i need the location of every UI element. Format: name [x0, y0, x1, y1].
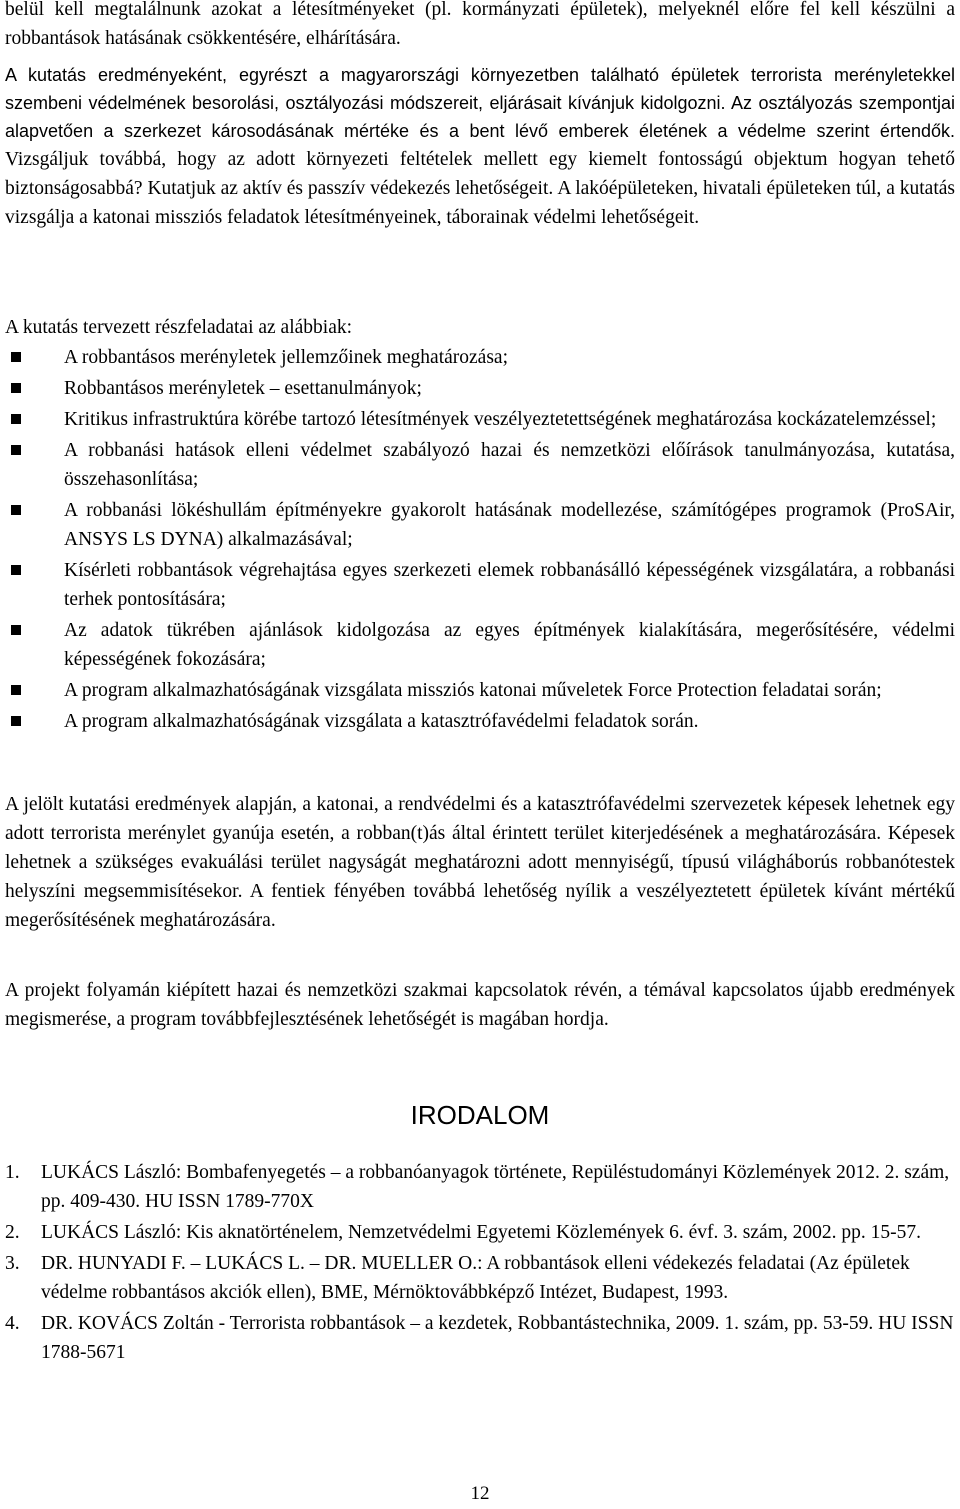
reference-text: LUKÁCS László: Kis aknatörténelem, Nemzetvédelmi Egyetemi Közlemények 6. évf. 3. szám, 2002. pp. 15-57. [41, 1222, 921, 1243]
research-sentence-2: Az osztályozás szempontjai alapvetően a szerkezet károsodásának mértéke és a bent lévő emberek életének a védelme szerint értendők. [5, 93, 956, 141]
square-bullet-icon [11, 716, 21, 726]
references-list [5, 1158, 955, 1369]
reference-item [5, 1218, 955, 1247]
task-item: Az adatok tükrében ajánlások kidolgozása az egyes építmények kialakítására, megerősítésére, védelmi képességének fokozására; [5, 616, 955, 674]
task-item: Kísérleti robbantások végrehajtása egyes szerkezeti elemek robbanásálló képességének vizsgálatára, a robbanási terhek pontosítására; [5, 556, 955, 614]
task-item: A robbantásos merényletek jellemzőinek meghatározása; [5, 343, 955, 372]
references-heading: IRODALOM [410, 1100, 550, 1130]
tasks-list [5, 343, 955, 738]
square-bullet-icon [11, 565, 21, 575]
reference-item [5, 1158, 955, 1216]
task-item: Robbantásos merényletek – esettanulmányok; [5, 374, 955, 403]
reference-number: 3. [5, 1253, 20, 1274]
task-item: A robbanási hatások elleni védelmet szabályozó hazai és nemzetközi előírások tanulmányozása, kutatása, összehasonlítása; [5, 436, 955, 494]
project-paragraph: A projekt folyamán kiépített hazai és nemzetközi szakmai kapcsolatok révén, a témával kapcsolatos újabb eredmények megismerése, a program továbbfejlesztésének lehetőségét is magában hordja. [5, 980, 955, 1030]
reference-item [5, 1309, 955, 1367]
reference-text: DR. HUNYADI F. – LUKÁCS L. – DR. MUELLER O.: A robbantások elleni védekezés feladatai (Az épületek védelme robbantásos akciók ellen), BME, Mérnöktovábbképző Intézet, Budapest, 1993. [41, 1253, 910, 1303]
square-bullet-icon [11, 414, 21, 424]
research-paragraph [5, 61, 955, 232]
square-bullet-icon [11, 352, 21, 362]
square-bullet-icon [11, 383, 21, 393]
reference-number: 4. [5, 1313, 20, 1334]
results-paragraph: A jelölt kutatási eredmények alapján, a katonai, a rendvédelmi és a katasztrófavédelmi szervezetek képesek lehetnek egy adott terrorista merénylet gyanúja esetén, a robban(t)ás által érintett terület kiterjedésének a meghatározására. Képesek lehetnek a szükséges evakuálási terület nagyságát meghatározni adott mennyiségű, típusú világháborús robbanótestek helyszíni megsemmisítésekor. A fentiek fényében továbbá lehetőség nyílik a veszélyeztetett épületek kívánt mértékű megerősítésének meghatározására. [5, 794, 955, 931]
task-item: A program alkalmazhatóságának vizsgálata missziós katonai műveletek Force Protection feladatai során; [5, 676, 955, 705]
tasks-intro: A kutatás tervezett részfeladatai az alábbiak: [5, 317, 353, 338]
square-bullet-icon [11, 625, 21, 635]
square-bullet-icon [11, 505, 21, 515]
task-item: Kritikus infrastruktúra körébe tartozó létesítmények veszélyeztetettségének meghatározása kockázatelemzéssel; [5, 405, 955, 434]
research-sentence-3: Vizsgáljuk továbbá, hogy az adott környezeti feltételek mellett egy kiemelt fontosságú objektum hogyan tehető biztonságosabbá? Kutatjuk az aktív és passzív védekezés lehetőségeit. [5, 149, 955, 199]
reference-text: LUKÁCS László: Bombafenyegetés – a robbanóanyagok története, Repüléstudományi Közlemények 2012. 2. szám, pp. 409-430. HU ISSN 1789-770X [41, 1162, 950, 1212]
square-bullet-icon [11, 685, 21, 695]
square-bullet-icon [11, 445, 21, 455]
research-sentence-1: A kutatás eredményeként, egyrészt a magyarországi környezetben található épületek terrorista merényletekkel szembeni védelmének besorolási, osztályozási módszereit, eljárásait kívánjuk kidolgozni. [5, 65, 955, 113]
reference-item [5, 1249, 955, 1307]
reference-text: DR. KOVÁCS Zoltán - Terrorista robbantások – a kezdetek, Robbantástechnika, 2009. 1. szám, pp. 53-59. HU ISSN 1788-5671 [41, 1313, 954, 1363]
page-number: 12 [470, 1483, 490, 1504]
task-item: A program alkalmazhatóságának vizsgálata a katasztrófavédelmi feladatok során. [5, 707, 955, 736]
reference-number: 2. [5, 1222, 20, 1243]
intro-continuation: belül kell megtalálnunk azokat a létesítményeket (pl. kormányzati épületek), melyeknél előre fel kell készülni a robbantások hatásának csökkentésére, elhárítására. [5, 0, 955, 49]
reference-number: 1. [5, 1162, 20, 1183]
task-item: A robbanási lökéshullám építményekre gyakorolt hatásának modellezése, számítógépes programok (ProSAir, ANSYS LS DYNA) alkalmazásával; [5, 496, 955, 554]
research-sentence-4: A lakóépületeken, hivatali épületeken túl, a kutatás vizsgálja a katonai missziós feladatok létesítményeinek, táborainak védelmi lehetőségeit. [5, 178, 955, 228]
